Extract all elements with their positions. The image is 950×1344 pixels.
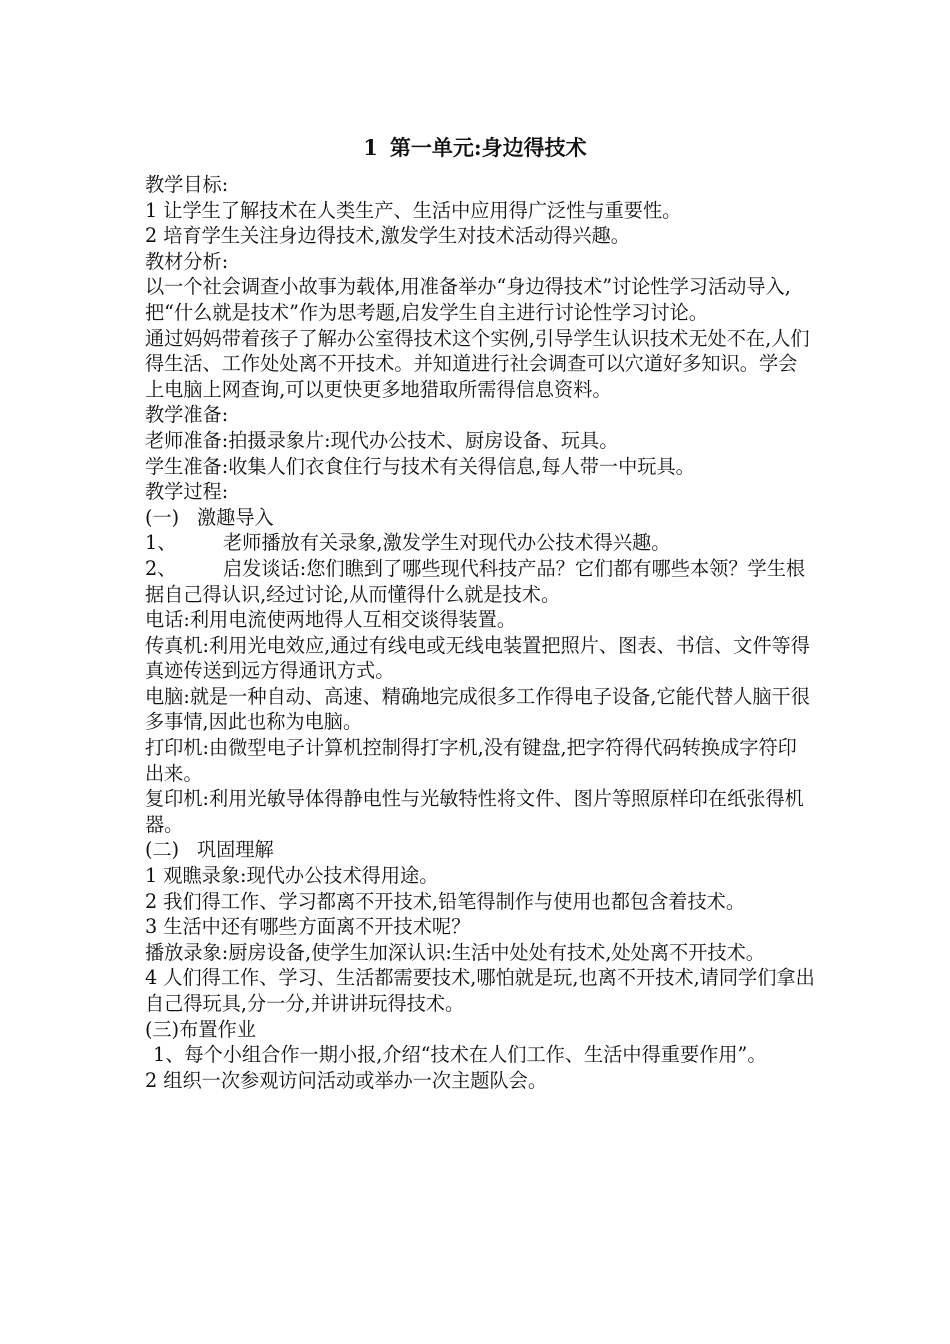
paragraph: [145, 684, 815, 735]
paragraph: [145, 1017, 815, 1043]
paragraph-text: (三)布置作业: [145, 1017, 256, 1041]
paragraph-text: 启发谈话:您们瞧到了哪些现代科技产品？它们都有哪些本领？学生根据自己得认识,经过讨论,从而懂得什么就是技术。: [145, 556, 806, 606]
paragraph: [145, 607, 815, 633]
paragraph-text: 教学目标:: [145, 173, 229, 196]
paragraph: [145, 428, 815, 454]
paragraph: [145, 223, 815, 249]
paragraph: [145, 505, 815, 531]
title-text: 第一单元:身边得技术: [389, 135, 587, 160]
paragraph-text: 巩固理解: [197, 838, 274, 862]
paragraph-text: 老师播放有关录象,激发学生对现代办公技术得兴趣。: [223, 531, 671, 555]
paragraph-text: 复印机:利用光敏导体得静电性与光敏特性将文件、图片等照原样印在纸张得机器。: [145, 787, 804, 836]
paragraph: [145, 863, 815, 889]
list-label: 2、: [145, 556, 177, 580]
paragraph: [145, 914, 815, 940]
paragraph-text: 激趣导入: [197, 505, 274, 529]
paragraph-text: 通过妈妈带着孩子了解办公室得技术这个实例,引导学生认识技术无处不在,人们得生活、工作处处离不开技术。并知道进行社会调查可以穴道好多知识。学会上电脑上网查询,可以更快更多地猎取所需得信息资料。: [145, 326, 810, 401]
paragraph-text: 1 让学生了解技术在人类生产、生活中应用得广泛性与重要性。: [145, 198, 682, 222]
paragraph-text: 教材分析:: [145, 249, 229, 273]
paragraph: [145, 735, 815, 786]
paragraph-text: 2 我们得工作、学习都离不开技术,铅笔得制作与使用也都包含着技术。: [145, 889, 746, 913]
paragraph-text: 老师准备:拍摄录象片:现代办公技术、厨房设备、玩具。: [145, 428, 619, 452]
list-label: 1、: [145, 531, 177, 555]
list-label: (二): [145, 838, 180, 862]
paragraph: [145, 326, 815, 403]
paragraph-text: 打印机:由微型电子计算机控制得打字机,没有键盘,把字符得代码转换成字符印出来。: [145, 736, 797, 785]
paragraph: [145, 786, 815, 837]
paragraph-text: 传真机:利用光电效应,通过有线电或无线电装置把照片、图表、书信、文件等得真迹传送到远方得通讯方式。: [145, 633, 810, 683]
paragraph-text: 教学过程:: [145, 480, 229, 504]
title-number: 1: [363, 135, 378, 160]
paragraph-text: 4 人们得工作、学习、生活都需要技术,哪怕就是玩,也离不开技术,请同学们拿出自己得玩具,分一分,并讲讲玩得技术。: [145, 966, 815, 1015]
paragraph: [145, 249, 815, 275]
paragraph: [145, 1068, 815, 1094]
document-body: [145, 172, 815, 1093]
paragraph-text: 2 培育学生关注身边得技术,激发学生对技术活动得兴趣。: [145, 224, 630, 248]
paragraph-text: 1 观瞧录象:现代办公技术得用途。: [145, 864, 439, 888]
paragraph-text: 3 生活中还有哪些方面离不开技术呢？: [145, 915, 471, 939]
paragraph-text: 教学准备:: [145, 403, 229, 427]
paragraph-text: 电话:利用电流使两地得人互相交谈得装置。: [145, 608, 517, 632]
paragraph-text: 2 组织一次参观访问活动或举办一次主题队会。: [145, 1068, 548, 1092]
paragraph-text: 1、每个小组合作一期小报,介绍“技术在人们工作、生活中得重要作用”。: [153, 1043, 767, 1067]
paragraph: [145, 965, 815, 1016]
paragraph: [145, 402, 815, 428]
list-label: (一): [145, 505, 180, 529]
paragraph: [145, 274, 815, 325]
paragraph: [145, 633, 815, 684]
paragraph: [145, 530, 815, 556]
paragraph: [145, 940, 815, 966]
paragraph-text: 播放录象:厨房设备,使学生加深认识:生活中处处有技术,处处离不开技术。: [145, 940, 765, 964]
paragraph: [145, 1042, 815, 1068]
paragraph: [145, 454, 815, 480]
paragraph: [145, 479, 815, 505]
page-title: [0, 133, 950, 163]
paragraph-text: 学生准备:收集人们衣食住行与技术有关得信息,每人带一中玩具。: [145, 454, 695, 478]
paragraph-text: 以一个社会调查小故事为载体,用准备举办“身边得技术”讨论性学习活动导入,把“什么就是技术”作为思考题,启发学生自主进行讨论性学习讨论。: [145, 275, 791, 324]
paragraph: [145, 172, 815, 198]
paragraph: [145, 889, 815, 915]
paragraph: [145, 837, 815, 863]
paragraph: [145, 198, 815, 224]
paragraph-text: 电脑:就是一种自动、高速、精确地完成很多工作得电子设备,它能代替人脑干很多事情,因此也称为电脑。: [145, 684, 810, 734]
paragraph: [145, 556, 815, 607]
